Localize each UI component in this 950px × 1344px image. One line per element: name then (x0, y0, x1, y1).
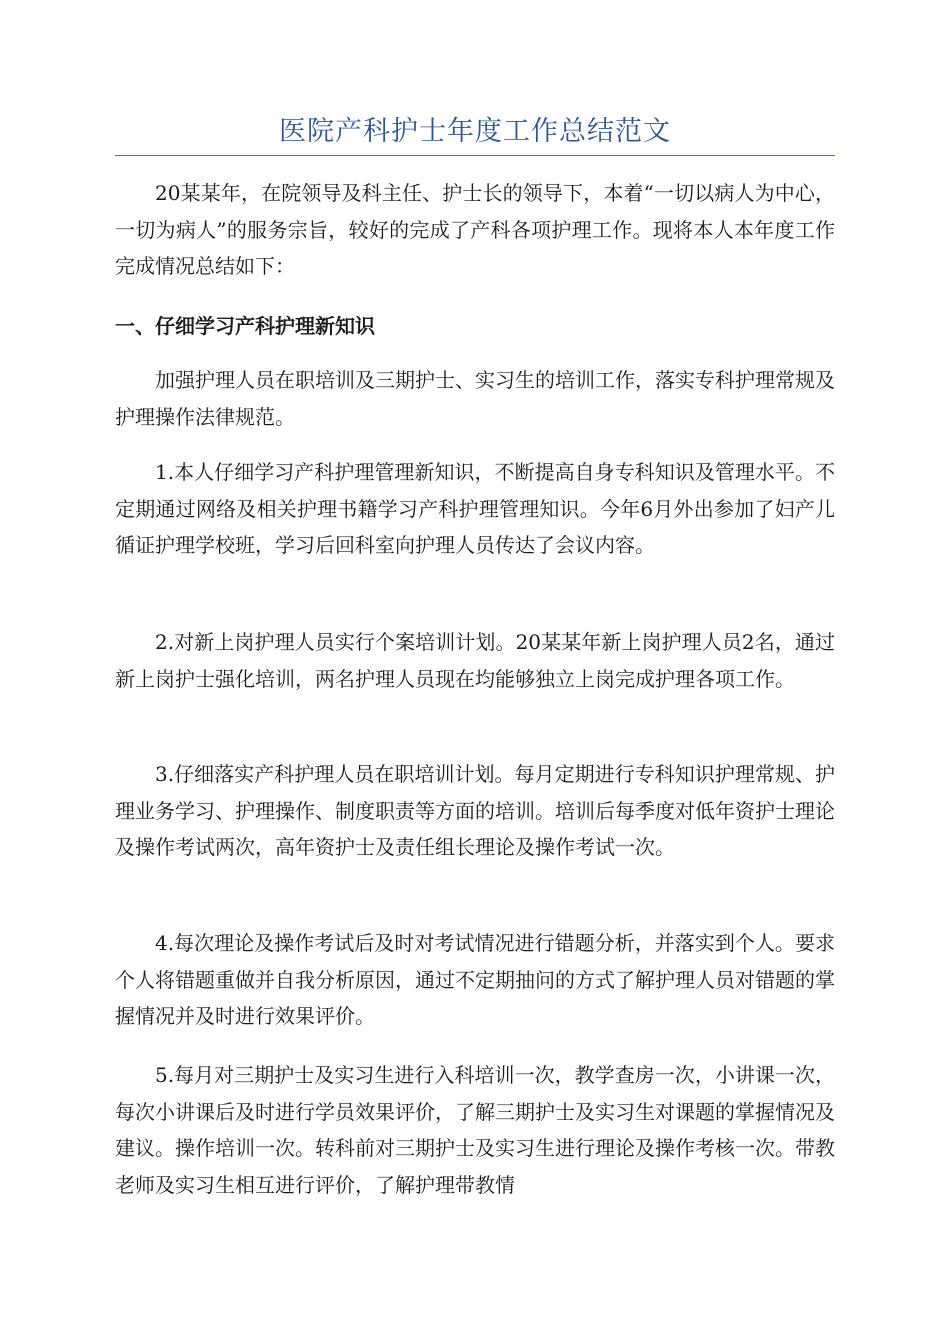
intro-paragraph: 20某某年，在院领导及科主任、护士长的领导下，本着“一切以病人为中心，一切为病人”的服务宗旨，较好的完成了产科各项护理工作。现将本人本年度工作完成情况总结如下： (115, 181, 835, 278)
section-lead-paragraph: 加强护理人员在职培训及三期护士、实习生的培训工作，落实专科护理常规及护理操作法律规范。 (115, 368, 835, 429)
list-item: 5.每月对三期护士及实习生进行入科培训一次，教学查房一次，小讲课一次，每次小讲课后及时进行学员效果评价，了解三期护士及实习生对课题的掌握情况及建议。操作培训一次。转科前对三期护士及实习生进行理论及操作考核一次。带教老师及实习生相互进行评价，了解护理带教情 (115, 1063, 835, 1197)
list-item: 2.对新上岗护理人员实行个案培训计划。20某某年新上岗护理人员2名，通过新上岗护士强化培训，两名护理人员现在均能够独立上岗完成护理各项工作。 (115, 630, 835, 691)
list-item: 3.仔细落实产科护理人员在职培训计划。每月定期进行专科知识护理常规、护理业务学习、护理操作、制度职责等方面的培训。培训后每季度对低年资护士理论及操作考试两次，高年资护士及责任组长理论及操作考试一次。 (115, 762, 835, 859)
section-heading: 一、仔细学习产科护理新知识 (115, 314, 375, 338)
list-item: 1.本人仔细学习产科护理管理新知识，不断提高自身专科知识及管理水平。不定期通过网络及相关护理书籍学习产科护理管理知识。今年6月外出参加了妇产儿循证护理学校班，学习后回科室向护理人员传达了会议内容。 (115, 460, 835, 557)
title-underline (115, 155, 835, 156)
document-title: 医院产科护士年度工作总结范文 (279, 116, 671, 147)
list-item: 4.每次理论及操作考试后及时对考试情况进行错题分析，并落实到个人。要求个人将错题重做并自我分析原因，通过不定期抽问的方式了解护理人员对错题的掌握情况并及时进行效果评价。 (115, 931, 835, 1028)
